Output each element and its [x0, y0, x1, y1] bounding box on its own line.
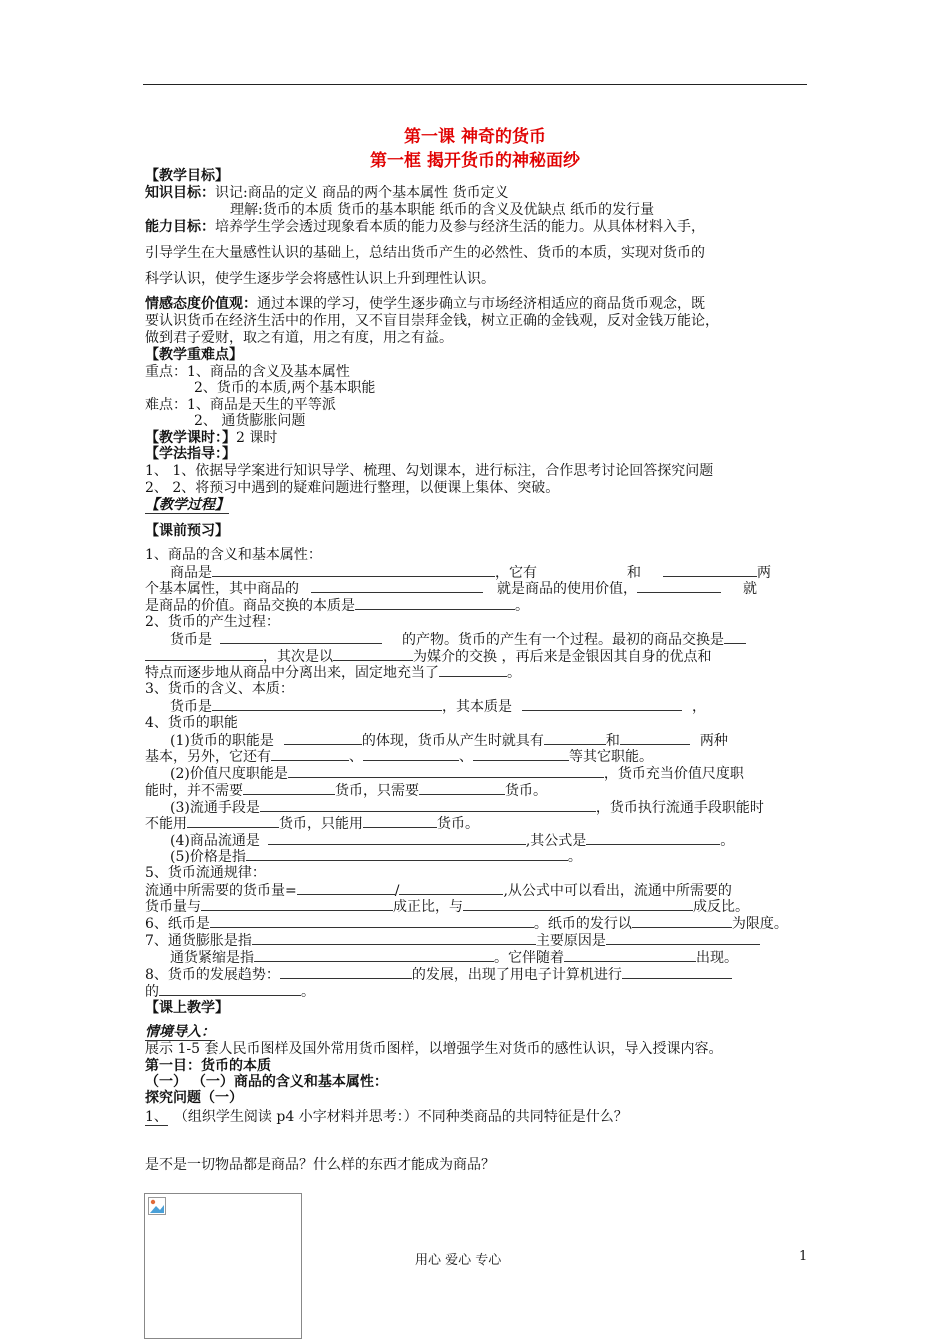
item-1-heading: 第一目：货币的本质: [145, 1058, 271, 1074]
ability-text-2: 引导学生在大量感性认识的基础上，总结出货币产生的必然性、货币的本质，实现对货币的: [145, 245, 705, 261]
difficulty-1: 难点：1、商品是天生的平等派: [145, 397, 336, 413]
q8-blank-computer[interactable]: [622, 966, 732, 979]
q1-text-g: 就: [743, 581, 757, 597]
intro-label-line: [145, 1024, 215, 1041]
method-2: 2、 2、将预习中遇到的疑难问题进行整理，以便课上集体、突破。: [145, 480, 560, 496]
goal-header: 【教学目标】: [145, 168, 229, 184]
q1-title: 1、商品的含义和基本属性：: [145, 547, 322, 563]
emotion-label: 情感态度价值观：: [145, 296, 257, 312]
knowledge-label: 知识目标：: [145, 185, 215, 201]
item-1-subheading: （一） （一）商品的含义和基本属性：: [145, 1074, 388, 1090]
q5-blank-denominator[interactable]: [399, 882, 503, 895]
footer-text: 用心 爱心 专心: [415, 1253, 502, 1268]
q4-3-text-c: 不能用: [145, 816, 187, 832]
explore-question-text: （组织学生阅读 p4 小字材料并思考：）不同种类商品的共同特征是什么？: [173, 1109, 628, 1125]
q1-text-i: 。: [515, 598, 529, 614]
knowledge-text-2: 理解:货币的本质 货币的基本职能 纸币的含义及优缺点 纸币的发行量: [230, 202, 655, 218]
explore-number: 1、: [145, 1109, 168, 1125]
q7-line-2: [170, 949, 738, 967]
q5-blank-inverse[interactable]: [463, 898, 693, 911]
q4-1-text-a: (1)货币的职能是: [170, 733, 274, 749]
q8-line-1: [145, 966, 732, 984]
q3-text-c: ，: [692, 699, 706, 715]
q3-text-b: ，其本质是: [442, 699, 512, 715]
emotion-text-2: 要认识货币在经济生活中的作用，又不盲目崇拜金钱，树立正确的金钱观，反对金钱万能论，: [145, 313, 719, 329]
q8-text-a: 8、货币的发展趋势：: [145, 967, 280, 983]
q5-blank-direct[interactable]: [201, 898, 393, 911]
q7-text-e: 出现。: [696, 950, 738, 966]
hours-value: 2 课时: [236, 430, 278, 446]
q2-title: 2、货币的产生过程：: [145, 614, 280, 630]
q4-1-text-c: 和: [605, 733, 620, 749]
q7-blank-deflation[interactable]: [254, 949, 494, 962]
q2-blank-first[interactable]: [724, 631, 746, 644]
q4-2-text-a: (2)价值尺度职能是: [170, 766, 288, 782]
q5-blank-numerator[interactable]: [297, 882, 395, 895]
q4-1-text-h: 等其它职能。: [569, 749, 653, 765]
q4-4-text-b: ,其公式是: [525, 833, 587, 849]
q4-blank-other-2[interactable]: [363, 748, 459, 761]
q8-line-2: [145, 983, 315, 1001]
q4-blank-circ-2[interactable]: [363, 815, 437, 828]
q1-text-e: 个基本属性，其中商品的: [145, 581, 299, 597]
q4-5-text-a: (5)价格是指: [170, 849, 246, 865]
q7-blank-accompany[interactable]: [564, 949, 696, 962]
q5-text-c: ,从公式中可以看出，流通中所需要的: [503, 883, 732, 899]
q7-text-b: 主要原因是: [535, 933, 606, 949]
explore-heading: 探究问题（一）: [145, 1090, 243, 1106]
q1-text-h: 是商品的价值。商品交换的本质是: [145, 598, 355, 614]
q6-text-a: 6、纸币是: [145, 916, 210, 932]
q4-1-text-b: 的体现，货币从产生时就具有: [361, 733, 544, 749]
q4-5-text-b: 。: [567, 849, 582, 865]
q4-blank-func-2[interactable]: [620, 732, 690, 745]
q1-blank-value[interactable]: [637, 580, 721, 593]
q4-blank-price[interactable]: [246, 848, 568, 861]
q4-3-text-b: ，货币执行流通手段职能时: [595, 800, 764, 816]
q4-blank-value-measure[interactable]: [288, 765, 604, 778]
q2-blank-equivalent[interactable]: [439, 664, 507, 677]
q4-blank-circulation[interactable]: [260, 799, 596, 812]
q4-blank-other-3[interactable]: [473, 748, 569, 761]
q1-blank-exchange[interactable]: [355, 597, 515, 610]
q4-blank-essence[interactable]: [284, 732, 362, 745]
q2-blank-product[interactable]: [220, 631, 382, 644]
broken-image-icon: [148, 1197, 166, 1215]
q1-text-f: 就是商品的使用价值，: [497, 581, 637, 597]
lesson-title: 第一课 神奇的货币: [404, 127, 546, 147]
process-header: [145, 497, 229, 514]
q2-text-e: 特点而逐步地从商品中分离出来，固定地充当了: [145, 665, 439, 681]
q4-1-text-d: 两种: [699, 733, 728, 749]
q5-line-2: [145, 898, 749, 916]
key-point-1: 重点：1、商品的含义及基本属性: [145, 364, 350, 380]
q3-line-1: [170, 698, 706, 716]
q4-blank-func-1[interactable]: [544, 732, 606, 745]
q2-text-b: 的产物。货币的产生有一个过程。最初的商品交换是: [402, 632, 724, 648]
emotion-text-1: 通过本课的学习，使学生逐步确立与市场经济相适应的商品货币观念，既: [257, 296, 705, 312]
q4-2-text-e: 货币。: [505, 783, 547, 799]
q4-blank-commodity-circ[interactable]: [268, 832, 526, 845]
q5-text-e: 成正比，与: [393, 899, 463, 915]
q5-text-b: /: [394, 883, 400, 899]
q7-text-a: 7、通货膨胀是指: [145, 933, 252, 949]
explore-question-2: 是不是一切物品都是商品？什么样的东西才能成为商品？: [145, 1157, 495, 1173]
q3-text-a: 货币是: [170, 699, 212, 715]
image-placeholder: [144, 1193, 302, 1339]
q4-line-8: [170, 848, 582, 866]
q4-line-6: [145, 815, 479, 833]
q4-blank-formula[interactable]: [586, 832, 720, 845]
q1-text-d: 两: [757, 565, 771, 581]
q4-blank-measure-1[interactable]: [243, 782, 335, 795]
q7-line-1: [145, 932, 760, 950]
method-1: 1、 1、依据导学案进行知识导学、梳理、勾划课本，进行标注，合作思考讨论回答探究问题: [145, 463, 714, 479]
q4-line-2: [145, 748, 653, 766]
q4-line-4: [145, 782, 547, 800]
q4-blank-measure-2[interactable]: [419, 782, 505, 795]
q1-text-b: ，它有: [495, 565, 537, 581]
header-rule: [143, 84, 807, 85]
q4-3-text-e: 货币。: [437, 816, 479, 832]
q1-blank-attr-2[interactable]: [663, 564, 757, 577]
q7-blank-inflation[interactable]: [252, 932, 536, 945]
q4-blank-other-1[interactable]: [271, 748, 349, 761]
ability-text-3: 科学认识，使学生逐步学会将感性认识上升到理性认识。: [145, 271, 495, 287]
q2-text-a: 货币是: [170, 632, 212, 648]
q3-blank-essence[interactable]: [522, 698, 682, 711]
q1-line-3: [145, 597, 529, 615]
q4-4-text-c: 。: [720, 833, 735, 849]
q4-3-text-d: 货币，只能用: [279, 816, 363, 832]
q4-blank-circ-1[interactable]: [187, 815, 279, 828]
q2-line-3: [145, 664, 521, 682]
key-points-header: 【教学重难点】: [145, 347, 243, 363]
q3-blank-money[interactable]: [212, 698, 442, 711]
q8-text-c: 的: [145, 984, 159, 1000]
q2-blank-first-cont[interactable]: [145, 648, 263, 661]
q4-2-text-b: ，货币充当价值尺度职: [603, 766, 744, 782]
hours-line: [145, 430, 277, 447]
preview-header: 【课前预习】: [145, 523, 229, 539]
method-header: 【学法指导：】: [145, 446, 236, 462]
intro-text: 展示 1-5 套人民币图样及国外常用货币图样，以增强学生对货币的感性认识，导入授课内容。: [145, 1041, 723, 1057]
ability-text-1: 培养学生学会透过现象看本质的能力及参与经济生活的能力。从具体材料入手，: [215, 219, 705, 235]
page-number: 1: [799, 1249, 808, 1264]
knowledge-text-1: 识记:商品的定义 商品的两个基本属性 货币定义: [215, 185, 509, 201]
q2-line-1: [170, 631, 746, 649]
emotion-text-3: 做到君子爱财，取之有道，用之有度，用之有益。: [145, 330, 453, 346]
q4-1-text-f: 、: [349, 749, 363, 765]
difficulty-2: 2、 通货膨胀问题: [194, 413, 306, 429]
q5-text-a: 流通中所需要的货币量=: [145, 883, 297, 899]
q4-title: 4、货币的职能: [145, 715, 238, 731]
q6-blank-limit[interactable]: [632, 915, 732, 928]
q3-title: 3、货币的含义、本质：: [145, 681, 294, 697]
q6-line: [145, 915, 788, 933]
q4-line-3: [170, 765, 744, 783]
emotion-line-1: [145, 296, 705, 313]
q8-blank-development[interactable]: [280, 966, 412, 979]
q1-line-2: [145, 580, 757, 598]
ability-line-1: [145, 219, 705, 236]
q4-1-text-g: 、: [459, 749, 473, 765]
q4-1-text-e: 基本，另外，它还有: [145, 749, 271, 765]
q7-blank-reason[interactable]: [606, 932, 760, 945]
process-header-text: 【教学过程】: [145, 497, 229, 513]
q1-blank-use-value[interactable]: [311, 580, 483, 593]
q5-title: 5、货币流通规律：: [145, 865, 266, 881]
hours-label: 【教学课时：】: [145, 430, 236, 446]
key-point-2: 2、货币的本质,两个基本职能: [194, 380, 376, 396]
q4-4-text-a: (4)商品流通是: [170, 833, 260, 849]
q6-text-c: 为限度。: [731, 916, 788, 932]
q2-text-f: 。: [507, 665, 521, 681]
intro-label: 情境导入：: [145, 1024, 215, 1040]
q5-text-f: 成反比。: [693, 899, 749, 915]
q5-text-d: 货币量与: [145, 899, 201, 915]
q8-text-d: 。: [301, 984, 315, 1000]
explore-question-1: [145, 1109, 628, 1126]
q6-text-b: 。纸币的发行以: [533, 916, 632, 932]
q2-text-c: ，其次是以: [263, 649, 333, 665]
q1-text-c: 和: [627, 565, 641, 581]
q8-text-b: 的发展，出现了用电子计算机进行: [411, 967, 622, 983]
q2-text-d: 为媒介的交换 ，再后来是金银因其自身的优点和: [413, 649, 712, 665]
q2-blank-medium[interactable]: [333, 648, 413, 661]
q7-text-c: 通货紧缩是指: [170, 950, 254, 966]
q4-3-text-a: (3)流通手段是: [170, 800, 260, 816]
q1-blank-attr-1[interactable]: [537, 565, 627, 577]
section-title: 第一框 揭开货币的神秘面纱: [370, 151, 580, 171]
q4-2-text-c: 能时，并不需要: [145, 783, 243, 799]
q6-blank-paper-money[interactable]: [210, 915, 534, 928]
class-header: 【课上教学】: [145, 1000, 229, 1016]
q1-blank-definition[interactable]: [212, 564, 495, 577]
knowledge-line-1: [145, 185, 509, 202]
q8-blank-result[interactable]: [159, 983, 301, 996]
q1-text-a: 商品是: [170, 565, 212, 581]
q7-text-d: 。它伴随着: [494, 950, 564, 966]
q4-2-text-d: 货币，只需要: [335, 783, 419, 799]
ability-label: 能力目标：: [145, 219, 215, 235]
